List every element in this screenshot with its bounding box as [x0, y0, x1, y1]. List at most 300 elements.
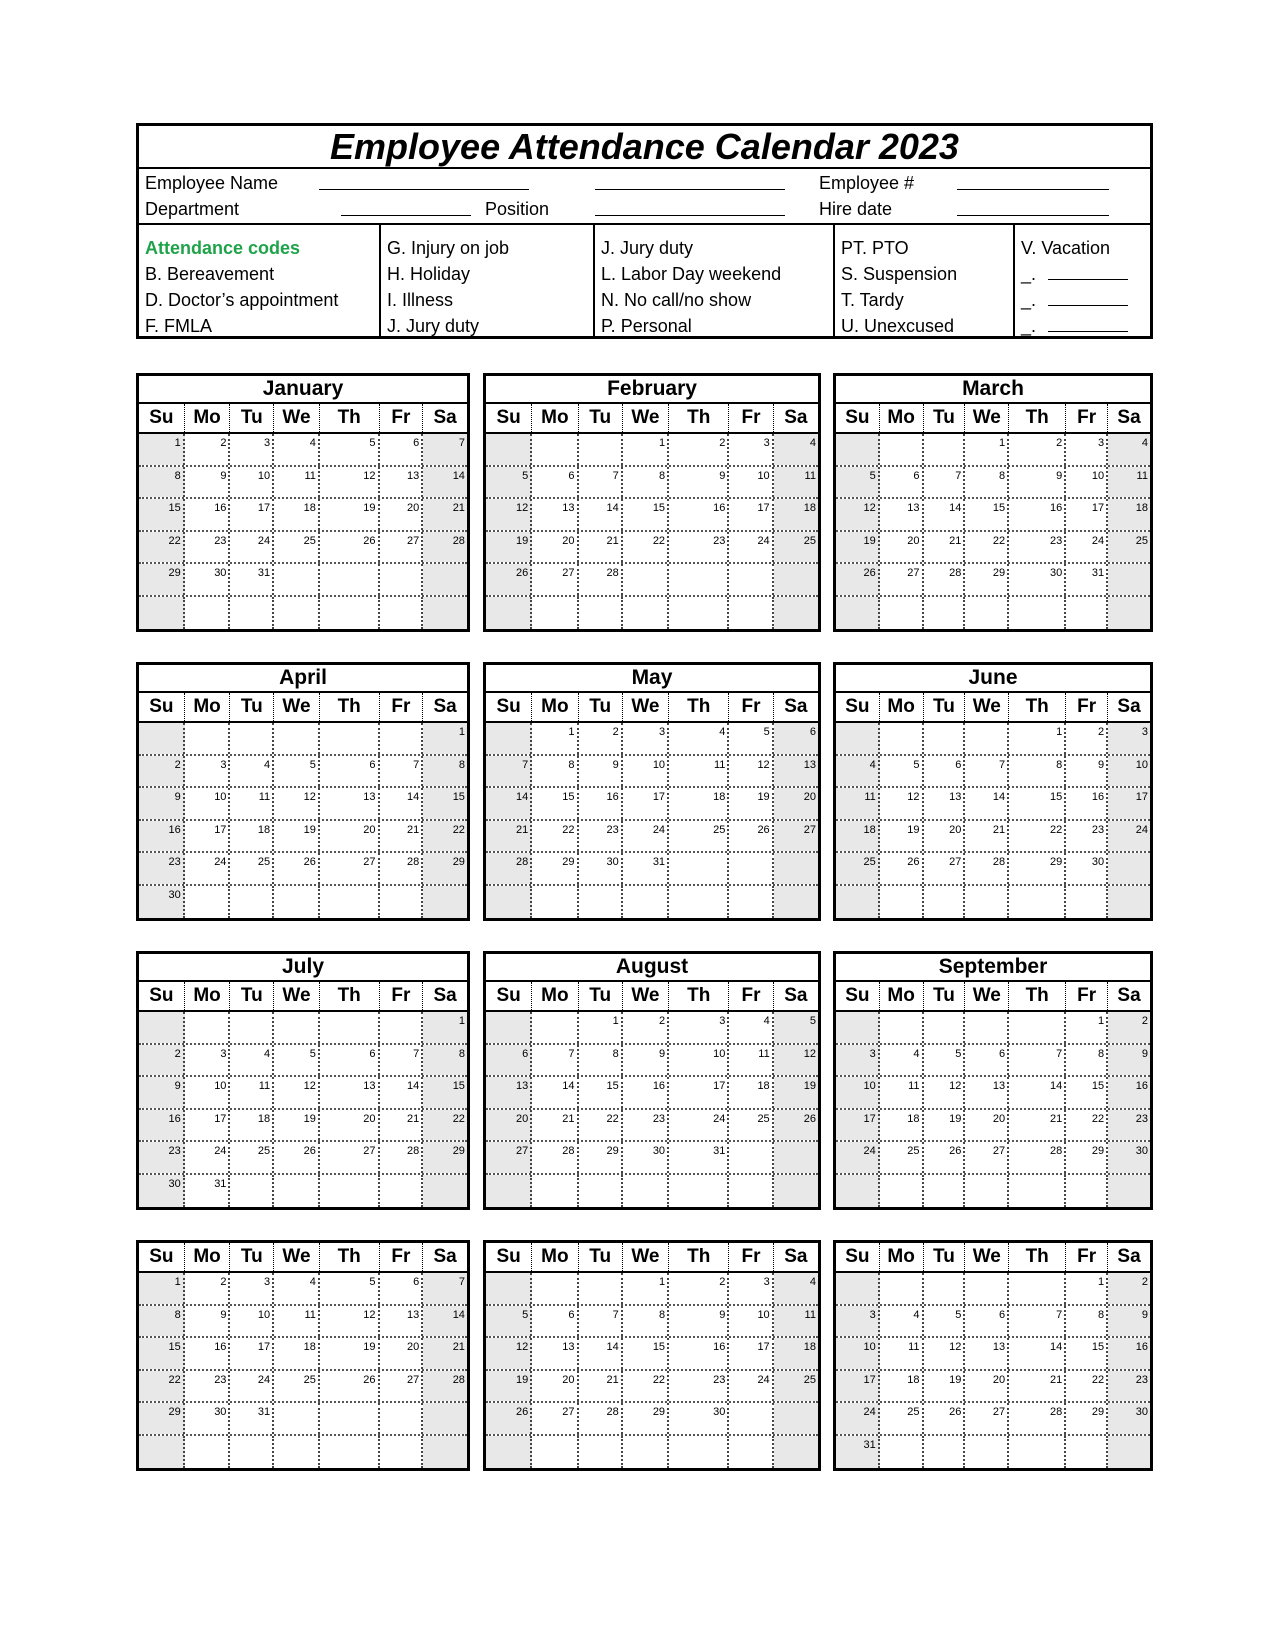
day-cell[interactable]: 7: [380, 756, 424, 787]
day-cell[interactable]: 19: [274, 1110, 320, 1141]
day-cell[interactable]: 26: [880, 853, 924, 884]
day-cell[interactable]: 24: [185, 853, 231, 884]
day-cell[interactable]: 22: [579, 1110, 623, 1141]
day-cell[interactable]: 30: [1066, 853, 1108, 884]
day-cell[interactable]: [532, 1012, 578, 1043]
day-cell[interactable]: 29: [139, 1403, 185, 1434]
day-cell[interactable]: 14: [380, 1077, 424, 1108]
day-cell[interactable]: 19: [486, 1371, 532, 1402]
day-cell[interactable]: 26: [486, 1403, 532, 1434]
day-cell[interactable]: [924, 1273, 966, 1304]
day-cell[interactable]: 8: [965, 467, 1009, 498]
day-cell[interactable]: 23: [185, 532, 231, 563]
day-cell[interactable]: 20: [965, 1371, 1009, 1402]
day-cell[interactable]: 19: [320, 1338, 380, 1369]
day-cell[interactable]: 28: [380, 1142, 424, 1173]
day-cell[interactable]: 28: [380, 853, 424, 884]
day-cell[interactable]: 6: [486, 1045, 532, 1076]
day-cell[interactable]: 17: [185, 821, 231, 852]
day-cell[interactable]: 1: [423, 723, 467, 754]
day-cell[interactable]: 22: [1066, 1371, 1108, 1402]
day-cell[interactable]: 8: [139, 467, 185, 498]
day-cell[interactable]: 3: [185, 756, 231, 787]
day-cell[interactable]: 7: [579, 467, 623, 498]
day-cell[interactable]: [774, 1142, 818, 1173]
day-cell[interactable]: 20: [380, 1338, 424, 1369]
day-cell[interactable]: [669, 1436, 729, 1469]
day-cell[interactable]: [320, 564, 380, 595]
day-cell[interactable]: [380, 1175, 424, 1208]
day-cell[interactable]: 5: [836, 467, 880, 498]
day-cell[interactable]: [380, 1403, 424, 1434]
employee-name-field-2[interactable]: [595, 189, 785, 190]
day-cell[interactable]: 24: [230, 1371, 274, 1402]
day-cell[interactable]: 23: [185, 1371, 231, 1402]
day-cell[interactable]: 13: [532, 1338, 578, 1369]
day-cell[interactable]: [774, 886, 818, 919]
day-cell[interactable]: 15: [965, 499, 1009, 530]
day-cell[interactable]: 9: [1108, 1306, 1150, 1337]
day-cell[interactable]: 3: [230, 434, 274, 465]
day-cell[interactable]: 13: [380, 467, 424, 498]
day-cell[interactable]: 17: [623, 788, 669, 819]
day-cell[interactable]: [965, 1273, 1009, 1304]
day-cell[interactable]: 6: [965, 1306, 1009, 1337]
day-cell[interactable]: 25: [1108, 532, 1150, 563]
day-cell[interactable]: 17: [185, 1110, 231, 1141]
day-cell[interactable]: [423, 886, 467, 919]
day-cell[interactable]: 17: [836, 1371, 880, 1402]
day-cell[interactable]: 17: [1066, 499, 1108, 530]
day-cell[interactable]: 25: [774, 1371, 818, 1402]
day-cell[interactable]: 21: [380, 1110, 424, 1141]
day-cell[interactable]: 16: [579, 788, 623, 819]
day-cell[interactable]: 1: [139, 1273, 185, 1304]
day-cell[interactable]: 31: [230, 1403, 274, 1434]
day-cell[interactable]: [380, 886, 424, 919]
day-cell[interactable]: 16: [1108, 1077, 1150, 1108]
day-cell[interactable]: 22: [965, 532, 1009, 563]
day-cell[interactable]: [320, 886, 380, 919]
day-cell[interactable]: 11: [669, 756, 729, 787]
day-cell[interactable]: 8: [532, 756, 578, 787]
day-cell[interactable]: 16: [139, 1110, 185, 1141]
day-cell[interactable]: 8: [579, 1045, 623, 1076]
day-cell[interactable]: 9: [185, 467, 231, 498]
day-cell[interactable]: [532, 1175, 578, 1208]
day-cell[interactable]: 30: [1009, 564, 1066, 595]
day-cell[interactable]: 27: [965, 1403, 1009, 1434]
day-cell[interactable]: 9: [1108, 1045, 1150, 1076]
day-cell[interactable]: [880, 1012, 924, 1043]
day-cell[interactable]: [1066, 1175, 1108, 1208]
day-cell[interactable]: 27: [320, 853, 380, 884]
day-cell[interactable]: 29: [423, 1142, 467, 1173]
day-cell[interactable]: 7: [423, 1273, 467, 1304]
day-cell[interactable]: 10: [669, 1045, 729, 1076]
day-cell[interactable]: [274, 564, 320, 595]
day-cell[interactable]: 15: [423, 788, 467, 819]
day-cell[interactable]: 17: [230, 1338, 274, 1369]
day-cell[interactable]: 6: [380, 434, 424, 465]
day-cell[interactable]: 23: [579, 821, 623, 852]
day-cell[interactable]: [486, 1273, 532, 1304]
day-cell[interactable]: [1009, 886, 1066, 919]
day-cell[interactable]: [729, 564, 773, 595]
day-cell[interactable]: 18: [230, 821, 274, 852]
day-cell[interactable]: 20: [924, 821, 966, 852]
day-cell[interactable]: 17: [836, 1110, 880, 1141]
day-cell[interactable]: 23: [1108, 1110, 1150, 1141]
day-cell[interactable]: [669, 564, 729, 595]
day-cell[interactable]: 19: [836, 532, 880, 563]
day-cell[interactable]: 4: [729, 1012, 773, 1043]
day-cell[interactable]: 11: [274, 1306, 320, 1337]
day-cell[interactable]: [880, 597, 924, 630]
day-cell[interactable]: 19: [320, 499, 380, 530]
day-cell[interactable]: [486, 723, 532, 754]
day-cell[interactable]: 17: [1108, 788, 1150, 819]
day-cell[interactable]: 26: [486, 564, 532, 595]
day-cell[interactable]: 7: [380, 1045, 424, 1076]
day-cell[interactable]: 10: [230, 467, 274, 498]
day-cell[interactable]: 3: [230, 1273, 274, 1304]
employee-name-field[interactable]: [319, 189, 529, 190]
day-cell[interactable]: [230, 597, 274, 630]
day-cell[interactable]: [965, 886, 1009, 919]
custom-code-field[interactable]: [1048, 265, 1128, 280]
day-cell[interactable]: [380, 564, 424, 595]
day-cell[interactable]: 9: [139, 1077, 185, 1108]
day-cell[interactable]: [729, 1403, 773, 1434]
day-cell[interactable]: 21: [579, 1371, 623, 1402]
day-cell[interactable]: 22: [423, 1110, 467, 1141]
day-cell[interactable]: 26: [274, 853, 320, 884]
day-cell[interactable]: 12: [774, 1045, 818, 1076]
day-cell[interactable]: 21: [1009, 1371, 1066, 1402]
day-cell[interactable]: 5: [880, 756, 924, 787]
day-cell[interactable]: 1: [965, 434, 1009, 465]
day-cell[interactable]: [380, 597, 424, 630]
day-cell[interactable]: 28: [965, 853, 1009, 884]
day-cell[interactable]: 9: [623, 1045, 669, 1076]
day-cell[interactable]: 14: [579, 499, 623, 530]
day-cell[interactable]: 16: [1066, 788, 1108, 819]
day-cell[interactable]: 14: [579, 1338, 623, 1369]
day-cell[interactable]: [486, 1012, 532, 1043]
day-cell[interactable]: [274, 723, 320, 754]
day-cell[interactable]: 13: [532, 499, 578, 530]
day-cell[interactable]: [230, 886, 274, 919]
day-cell[interactable]: 5: [774, 1012, 818, 1043]
day-cell[interactable]: 10: [729, 467, 773, 498]
day-cell[interactable]: 23: [139, 1142, 185, 1173]
day-cell[interactable]: 10: [623, 756, 669, 787]
day-cell[interactable]: 8: [1066, 1045, 1108, 1076]
day-cell[interactable]: 28: [423, 1371, 467, 1402]
day-cell[interactable]: 10: [185, 788, 231, 819]
day-cell[interactable]: 14: [423, 467, 467, 498]
day-cell[interactable]: 14: [380, 788, 424, 819]
day-cell[interactable]: [320, 597, 380, 630]
day-cell[interactable]: 23: [139, 853, 185, 884]
day-cell[interactable]: 16: [1009, 499, 1066, 530]
day-cell[interactable]: [836, 1273, 880, 1304]
day-cell[interactable]: 2: [1108, 1273, 1150, 1304]
day-cell[interactable]: [836, 723, 880, 754]
day-cell[interactable]: 19: [729, 788, 773, 819]
day-cell[interactable]: 9: [669, 467, 729, 498]
day-cell[interactable]: [836, 597, 880, 630]
day-cell[interactable]: 25: [880, 1403, 924, 1434]
day-cell[interactable]: 16: [185, 499, 231, 530]
day-cell[interactable]: 27: [532, 1403, 578, 1434]
day-cell[interactable]: 24: [230, 532, 274, 563]
day-cell[interactable]: 6: [320, 756, 380, 787]
day-cell[interactable]: [729, 853, 773, 884]
day-cell[interactable]: 20: [774, 788, 818, 819]
day-cell[interactable]: 2: [185, 1273, 231, 1304]
day-cell[interactable]: 4: [880, 1045, 924, 1076]
day-cell[interactable]: [185, 1012, 231, 1043]
day-cell[interactable]: [579, 1436, 623, 1469]
day-cell[interactable]: 21: [486, 821, 532, 852]
day-cell[interactable]: 14: [924, 499, 966, 530]
day-cell[interactable]: [139, 723, 185, 754]
day-cell[interactable]: [486, 1436, 532, 1469]
day-cell[interactable]: 26: [729, 821, 773, 852]
day-cell[interactable]: [669, 1175, 729, 1208]
day-cell[interactable]: 12: [729, 756, 773, 787]
day-cell[interactable]: [669, 886, 729, 919]
day-cell[interactable]: 3: [729, 434, 773, 465]
day-cell[interactable]: [965, 1175, 1009, 1208]
day-cell[interactable]: 7: [924, 467, 966, 498]
day-cell[interactable]: [380, 723, 424, 754]
day-cell[interactable]: [623, 1175, 669, 1208]
day-cell[interactable]: 28: [924, 564, 966, 595]
day-cell[interactable]: 31: [836, 1436, 880, 1469]
day-cell[interactable]: [1108, 886, 1150, 919]
day-cell[interactable]: 5: [924, 1045, 966, 1076]
day-cell[interactable]: 24: [185, 1142, 231, 1173]
day-cell[interactable]: [1108, 1436, 1150, 1469]
day-cell[interactable]: 10: [729, 1306, 773, 1337]
day-cell[interactable]: 20: [965, 1110, 1009, 1141]
day-cell[interactable]: [486, 886, 532, 919]
day-cell[interactable]: [774, 1175, 818, 1208]
day-cell[interactable]: 2: [669, 434, 729, 465]
day-cell[interactable]: 10: [1108, 756, 1150, 787]
day-cell[interactable]: [423, 1175, 467, 1208]
day-cell[interactable]: 29: [579, 1142, 623, 1173]
day-cell[interactable]: 4: [836, 756, 880, 787]
day-cell[interactable]: 12: [274, 788, 320, 819]
day-cell[interactable]: 11: [230, 788, 274, 819]
day-cell[interactable]: 21: [423, 499, 467, 530]
day-cell[interactable]: [274, 1403, 320, 1434]
day-cell[interactable]: 31: [669, 1142, 729, 1173]
day-cell[interactable]: 18: [230, 1110, 274, 1141]
day-cell[interactable]: [1009, 1273, 1066, 1304]
day-cell[interactable]: [774, 1436, 818, 1469]
day-cell[interactable]: 14: [1009, 1338, 1066, 1369]
day-cell[interactable]: 15: [139, 1338, 185, 1369]
day-cell[interactable]: 22: [623, 1371, 669, 1402]
day-cell[interactable]: [623, 564, 669, 595]
day-cell[interactable]: 6: [380, 1273, 424, 1304]
day-cell[interactable]: 4: [230, 756, 274, 787]
day-cell[interactable]: [274, 1175, 320, 1208]
day-cell[interactable]: 27: [486, 1142, 532, 1173]
day-cell[interactable]: 14: [1009, 1077, 1066, 1108]
day-cell[interactable]: [274, 1012, 320, 1043]
day-cell[interactable]: 27: [880, 564, 924, 595]
day-cell[interactable]: 23: [1108, 1371, 1150, 1402]
day-cell[interactable]: 29: [1009, 853, 1066, 884]
day-cell[interactable]: 5: [486, 467, 532, 498]
day-cell[interactable]: 4: [274, 434, 320, 465]
day-cell[interactable]: [1108, 1175, 1150, 1208]
day-cell[interactable]: [532, 434, 578, 465]
day-cell[interactable]: 22: [1066, 1110, 1108, 1141]
day-cell[interactable]: [880, 1436, 924, 1469]
day-cell[interactable]: [1108, 597, 1150, 630]
day-cell[interactable]: [230, 1012, 274, 1043]
day-cell[interactable]: 10: [1066, 467, 1108, 498]
day-cell[interactable]: 25: [274, 1371, 320, 1402]
day-cell[interactable]: 8: [1009, 756, 1066, 787]
day-cell[interactable]: 24: [729, 532, 773, 563]
day-cell[interactable]: [1066, 1436, 1108, 1469]
custom-code-item[interactable]: [1021, 287, 1150, 313]
day-cell[interactable]: 4: [774, 434, 818, 465]
day-cell[interactable]: 6: [880, 467, 924, 498]
day-cell[interactable]: 16: [623, 1077, 669, 1108]
day-cell[interactable]: 12: [486, 1338, 532, 1369]
day-cell[interactable]: 17: [230, 499, 274, 530]
day-cell[interactable]: 25: [274, 532, 320, 563]
day-cell[interactable]: [774, 597, 818, 630]
day-cell[interactable]: 27: [965, 1142, 1009, 1173]
day-cell[interactable]: 26: [836, 564, 880, 595]
day-cell[interactable]: [320, 1012, 380, 1043]
day-cell[interactable]: [623, 1436, 669, 1469]
day-cell[interactable]: 29: [1066, 1403, 1108, 1434]
day-cell[interactable]: 9: [669, 1306, 729, 1337]
day-cell[interactable]: [579, 597, 623, 630]
day-cell[interactable]: 16: [185, 1338, 231, 1369]
day-cell[interactable]: 13: [320, 788, 380, 819]
day-cell[interactable]: 10: [230, 1306, 274, 1337]
day-cell[interactable]: [185, 723, 231, 754]
day-cell[interactable]: 11: [230, 1077, 274, 1108]
hire-date-field[interactable]: [957, 215, 1109, 216]
day-cell[interactable]: 1: [139, 434, 185, 465]
day-cell[interactable]: [230, 723, 274, 754]
day-cell[interactable]: [139, 1436, 185, 1469]
day-cell[interactable]: 24: [1066, 532, 1108, 563]
day-cell[interactable]: [532, 1273, 578, 1304]
custom-code-field[interactable]: [1048, 317, 1128, 332]
day-cell[interactable]: [579, 434, 623, 465]
day-cell[interactable]: [623, 597, 669, 630]
day-cell[interactable]: 2: [139, 1045, 185, 1076]
day-cell[interactable]: [380, 1436, 424, 1469]
day-cell[interactable]: [880, 1175, 924, 1208]
day-cell[interactable]: 23: [623, 1110, 669, 1141]
day-cell[interactable]: 28: [579, 564, 623, 595]
day-cell[interactable]: 6: [320, 1045, 380, 1076]
day-cell[interactable]: 12: [486, 499, 532, 530]
day-cell[interactable]: [139, 1012, 185, 1043]
day-cell[interactable]: [729, 886, 773, 919]
day-cell[interactable]: 7: [1009, 1306, 1066, 1337]
day-cell[interactable]: 9: [579, 756, 623, 787]
day-cell[interactable]: 6: [532, 1306, 578, 1337]
day-cell[interactable]: 22: [139, 532, 185, 563]
day-cell[interactable]: [623, 886, 669, 919]
day-cell[interactable]: 25: [230, 853, 274, 884]
day-cell[interactable]: 19: [924, 1110, 966, 1141]
day-cell[interactable]: 30: [185, 1403, 231, 1434]
day-cell[interactable]: 21: [423, 1338, 467, 1369]
day-cell[interactable]: 12: [274, 1077, 320, 1108]
day-cell[interactable]: 11: [880, 1077, 924, 1108]
day-cell[interactable]: 30: [669, 1403, 729, 1434]
day-cell[interactable]: 9: [139, 788, 185, 819]
day-cell[interactable]: [880, 886, 924, 919]
day-cell[interactable]: [965, 723, 1009, 754]
day-cell[interactable]: 14: [486, 788, 532, 819]
day-cell[interactable]: 1: [423, 1012, 467, 1043]
day-cell[interactable]: [579, 1175, 623, 1208]
day-cell[interactable]: 7: [486, 756, 532, 787]
day-cell[interactable]: 25: [729, 1110, 773, 1141]
day-cell[interactable]: 24: [836, 1142, 880, 1173]
day-cell[interactable]: [924, 723, 966, 754]
day-cell[interactable]: 24: [836, 1403, 880, 1434]
day-cell[interactable]: [230, 1436, 274, 1469]
day-cell[interactable]: 30: [579, 853, 623, 884]
day-cell[interactable]: 25: [669, 821, 729, 852]
day-cell[interactable]: 22: [623, 532, 669, 563]
day-cell[interactable]: 7: [423, 434, 467, 465]
day-cell[interactable]: 30: [185, 564, 231, 595]
day-cell[interactable]: [185, 597, 231, 630]
day-cell[interactable]: 1: [532, 723, 578, 754]
day-cell[interactable]: 1: [623, 1273, 669, 1304]
day-cell[interactable]: [924, 1175, 966, 1208]
day-cell[interactable]: 15: [423, 1077, 467, 1108]
day-cell[interactable]: 18: [880, 1110, 924, 1141]
day-cell[interactable]: 18: [669, 788, 729, 819]
day-cell[interactable]: 9: [1009, 467, 1066, 498]
day-cell[interactable]: 2: [1108, 1012, 1150, 1043]
day-cell[interactable]: [836, 886, 880, 919]
day-cell[interactable]: [836, 1012, 880, 1043]
day-cell[interactable]: [924, 597, 966, 630]
day-cell[interactable]: 8: [623, 1306, 669, 1337]
day-cell[interactable]: [774, 564, 818, 595]
day-cell[interactable]: [836, 434, 880, 465]
day-cell[interactable]: 1: [1009, 723, 1066, 754]
day-cell[interactable]: 24: [623, 821, 669, 852]
day-cell[interactable]: 27: [320, 1142, 380, 1173]
day-cell[interactable]: [729, 1142, 773, 1173]
day-cell[interactable]: 10: [836, 1077, 880, 1108]
day-cell[interactable]: 13: [380, 1306, 424, 1337]
